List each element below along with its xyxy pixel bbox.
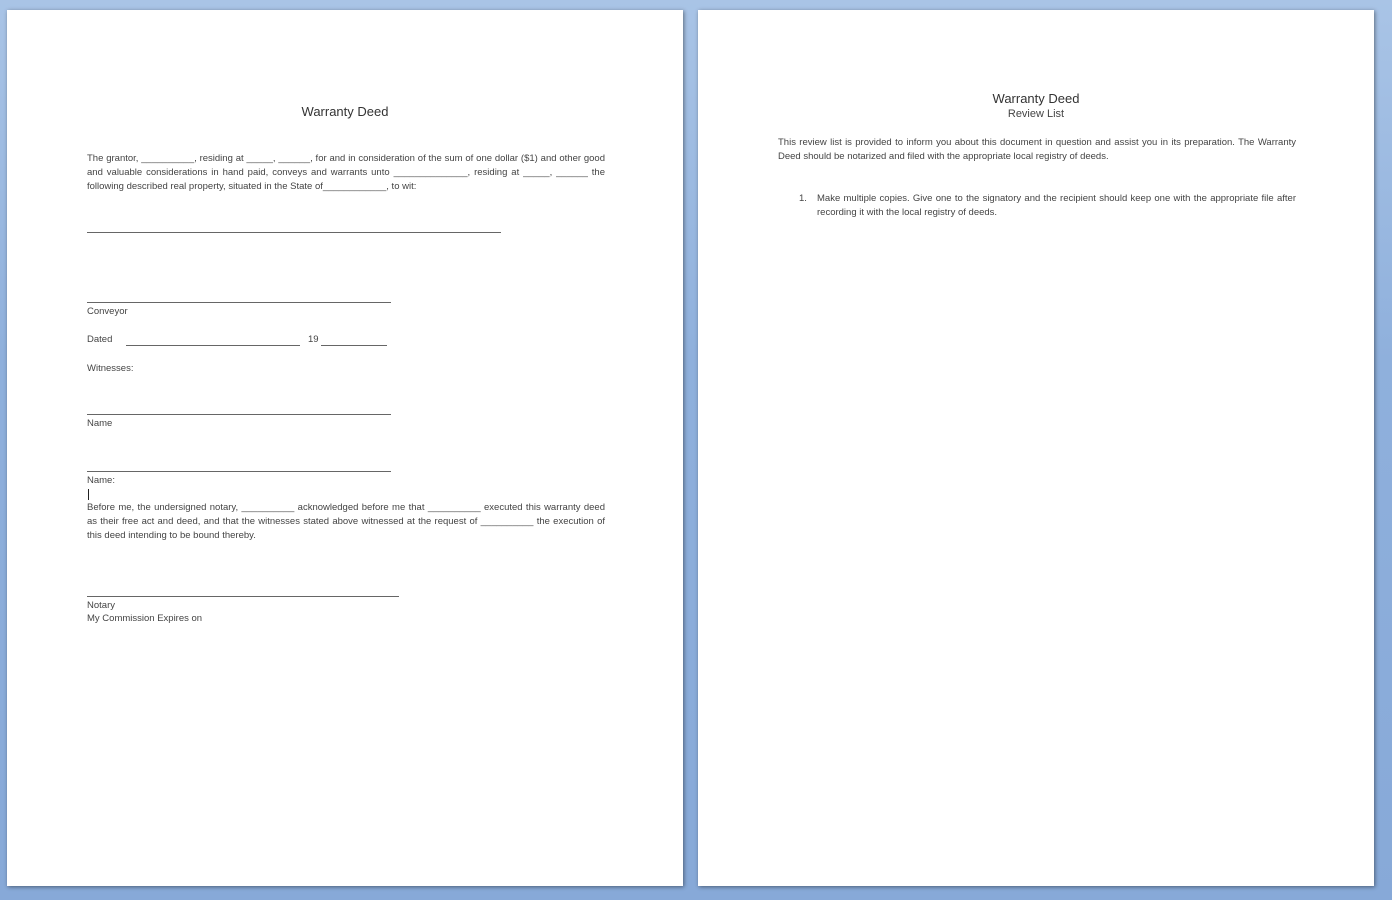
witness-1-name-label: Name xyxy=(87,418,113,429)
notary-signature-line xyxy=(87,596,399,597)
commission-label: My Commission Expires on xyxy=(87,613,203,624)
notary-label: Notary xyxy=(87,600,115,611)
page-subtitle: Review List xyxy=(1007,108,1065,120)
page-title: Warranty Deed xyxy=(992,91,1080,106)
text-cursor xyxy=(88,489,89,500)
conveyor-signature-line xyxy=(87,302,391,303)
dated-label: Dated xyxy=(87,334,113,345)
conveyor-label: Conveyor xyxy=(87,306,128,317)
document-page-2[interactable] xyxy=(698,10,1374,886)
witness-2-signature-line xyxy=(87,471,391,472)
page-title: Warranty Deed xyxy=(301,104,389,119)
list-item-text: Make multiple copies. Give one to the signatory and the recipient should keep one with the appropriate file after recording it with the local registry of deeds. xyxy=(817,193,1296,218)
witnesses-label: Witnesses: xyxy=(87,363,134,374)
witness-1-signature-line xyxy=(87,414,391,415)
intro-paragraph: The grantor, __________, residing at _____, ______, for and in consideration of the sum of one dollar ($1) and other good and valuable considerations in hand paid, conveys and warrants unto ______________, residing at _____, ______ the following described real property, situated in the State of____________, to wit: xyxy=(87,153,605,192)
property-description-line xyxy=(87,232,501,233)
year-prefix: 19 xyxy=(308,334,319,345)
notary-paragraph: Before me, the undersigned notary, __________ acknowledged before me that __________ executed this warranty deed as their free act and deed, and that the witnesses stated above witnessed at the request of __________ the execution of this deed intending to be bound thereby. xyxy=(87,502,605,541)
list-item-number: 1. xyxy=(799,193,807,204)
document-page-1[interactable] xyxy=(7,10,683,886)
date-line xyxy=(126,345,300,346)
review-intro-paragraph: This review list is provided to inform you about this document in question and assist you in its preparation. The Warranty Deed should be notarized and filed with the appropriate local registry of deeds. xyxy=(778,137,1296,162)
witness-2-name-label: Name: xyxy=(87,475,115,486)
year-line xyxy=(321,345,387,346)
